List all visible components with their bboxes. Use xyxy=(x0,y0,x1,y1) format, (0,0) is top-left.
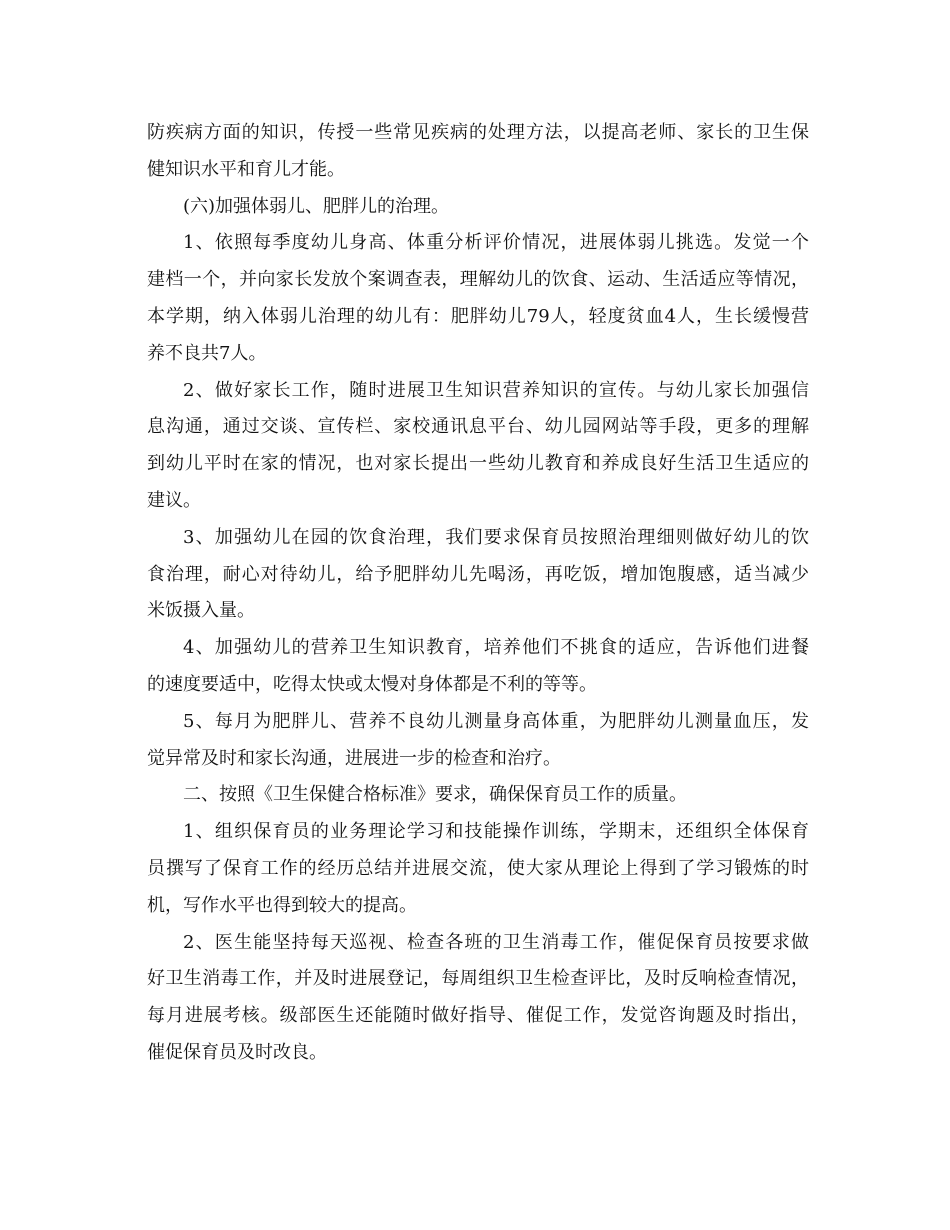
document-body xyxy=(147,115,809,1072)
text-line: 1、组织保育员的业务理论学习和技能操作训练，学期末，还组织全体保育 xyxy=(183,821,809,843)
text-line: 机，写作水平也得到较大的提高。 xyxy=(147,894,417,916)
text-line: 息沟通，通过交谈、宣传栏、家校通讯息平台、幼儿园网站等手段，更多的理解 xyxy=(147,416,809,438)
text-line: 本学期，纳入体弱儿治理的幼儿有：肥胖幼儿79人，轻度贫血4人，生长缓慢营 xyxy=(147,305,809,327)
text-line: 防疾病方面的知识，传授一些常见疾病的处理方法，以提高老师、家长的卫生保 xyxy=(147,122,809,143)
text-line: 米饭摄入量。 xyxy=(147,600,255,622)
text-line: 的速度要适中，吃得太快或太慢对身体都是不利的等等。 xyxy=(147,673,597,695)
text-line: 5、每月为肥胖儿、营养不良幼儿测量身高体重，为肥胖幼儿测量血压，发 xyxy=(183,710,809,732)
text-line: 觉异常及时和家长沟通，进展进一步的检查和治疗。 xyxy=(147,747,561,769)
text-line: 4、加强幼儿的营养卫生知识教育，培养他们不挑食的适应，告诉他们进餐 xyxy=(183,637,809,659)
section-heading: 二、按照《卫生保健合格标准》要求，确保保育员工作的质量。 xyxy=(183,784,687,806)
section-heading: (六)加强体弱儿、肥胖儿的治理。 xyxy=(183,195,450,217)
text-line: 2、做好家长工作，随时进展卫生知识营养知识的宣传。与幼儿家长加强信 xyxy=(183,379,809,401)
text-line: 好卫生消毒工作，并及时进展登记，每周组织卫生检查评比，及时反响检查情况， xyxy=(147,968,809,990)
text-line: 催促保育员及时改良。 xyxy=(147,1041,327,1063)
text-line: 每月进展考核。级部医生还能随时做好指导、催促工作，发觉咨询题及时指出， xyxy=(147,1005,809,1027)
text-line: 2、医生能坚持每天巡视、检查各班的卫生消毒工作，催促保育员按要求做 xyxy=(183,931,809,953)
text-line: 1、依照每季度幼儿身高、体重分析评价情况，进展体弱儿挑选。发觉一个 xyxy=(183,232,809,254)
text-line: 建档一个，并向家长发放个案调查表，理解幼儿的饮食、运动、生活适应等情况， xyxy=(147,269,809,291)
text-line: 养不良共7人。 xyxy=(147,342,267,364)
text-line: 3、加强幼儿在园的饮食治理，我们要求保育员按照治理细则做好幼儿的饮 xyxy=(183,526,809,548)
text-line: 员撰写了保育工作的经历总结并进展交流，使大家从理论上得到了学习锻炼的时 xyxy=(147,857,809,879)
text-line: 食治理，耐心对待幼儿，给予肥胖幼儿先喝汤，再吃饭，增加饱腹感，适当减少 xyxy=(147,563,809,585)
text-line: 健知识水平和育儿才能。 xyxy=(147,158,345,180)
text-line: 建议。 xyxy=(147,489,201,511)
text-line: 到幼儿平时在家的情况，也对家长提出一些幼儿教育和养成良好生活卫生适应的 xyxy=(147,453,809,475)
